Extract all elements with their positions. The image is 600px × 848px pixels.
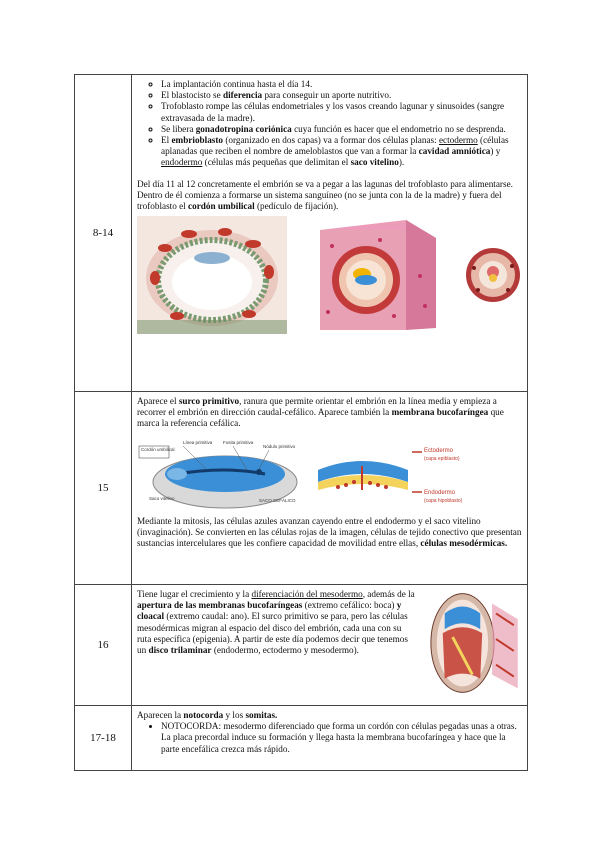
paragraph: Aparecen la notocorda y los somitas. — [137, 710, 278, 720]
content-cell — [132, 392, 527, 584]
germ-layers-illustration — [312, 436, 522, 510]
paragraph: Aparece el surco primitivo, ranura que permite orientar el embrión en la línea media y empieza a recorrer el embrión en dirección caudal-cefálico. Aparece también la membrana bucofaríngea que marca la referencia cefálica. — [137, 396, 504, 429]
paragraph: Mediante la mitosis, las células azules avanzan cayendo entre el endodermo y el saco vitelino (invaginación). Se convierten en las células rojas de la imagen, células de tejido conectivo que presentan sustancias intercelulares que les confiere capacidad de movilidad entre ellas, células mesodérmicas. — [137, 515, 522, 549]
table-row — [75, 584, 527, 705]
list-item: ◦ El blastocisto se diferencia para conseguir un aporte nutritivo. — [161, 90, 522, 101]
implantation-illustration — [137, 216, 287, 334]
list-item: • NOTOCORDA: mesodermo diferenciado que forma un cordón con células pegadas unas a otras. La placa precordal induce su formación y llega hasta la membrana bucofaríngea y hace que la parte encefálica crezca más rápido. — [161, 721, 522, 755]
day-cell: 17-18 — [75, 706, 132, 770]
figure-row — [137, 216, 522, 334]
bullet-list — [137, 721, 522, 755]
bullet-list — [137, 79, 522, 169]
content-cell — [132, 585, 527, 705]
day-cell: 8-14 — [75, 75, 132, 391]
content-cell — [132, 75, 527, 391]
list-item: ◦ El embrioblasto (organizado en dos capas) va a formar dos células planas: ectodermo (células aplanadas que reciben el nombre de ameloblastos que van a formar la cavidad amniótica) y endodermo (células más pequeñas que delimitan el saco vitelino). — [161, 135, 522, 169]
figure-label: Saco vitelino — [149, 495, 175, 501]
list-item: ◦ La implantación continua hasta el día 14. — [161, 79, 522, 90]
table-row — [75, 391, 527, 584]
trilaminar-disc-illustration — [423, 589, 522, 697]
content-cell — [132, 706, 527, 770]
table-row — [75, 75, 527, 391]
embryo-cross-section-illustration — [464, 246, 522, 304]
blastocyst-section-illustration — [310, 216, 442, 334]
paragraph: Tiene lugar el crecimiento y la diferenciación del mesodermo, además de la apertura de las membranas bucofaríngeas (extremo cefálico: boca) y cloacal (extremo caudal: ano). El surco primitivo se para, pero las células mesodérmicas migran al espacio del disco del embrión, cada una con su ruta específica (epigenia). A partir de este día podemos decir que tenemos un disco trilaminar (endodermo, ectodermo y mesodermo). — [137, 589, 415, 656]
figure-label: (capa hipoblasto) — [424, 497, 463, 504]
figure-label: SACO CEFÁLICO — [259, 497, 296, 503]
primitive-streak-illustration — [137, 436, 303, 510]
list-item: ◦ Trofoblasto rompe las células endometriales y los vasos creando lagunar y sinusoides (sangre extravasada de la madre). — [161, 101, 522, 123]
figure-row — [137, 436, 522, 510]
day-cell: 16 — [75, 585, 132, 705]
figure-label: (capa epiblasto) — [424, 455, 460, 462]
content-table — [74, 74, 528, 771]
figure-label: Línea primitiva — [183, 439, 213, 445]
day-cell: 15 — [75, 392, 132, 584]
figure-label: Ectodermo — [424, 447, 454, 454]
figure-label: Fosita primitiva — [223, 439, 254, 445]
paragraph: Del día 11 al 12 concretamente el embrión se va a pegar a las lagunas del trofoblasto para alimentarse. Dentro de él comienza a formarse un sistema sanguíneo (no se junta con la de la madre) y fuera del trofoblasto el cordón umbilical (pedículo de fijación). — [137, 178, 513, 212]
table-row — [75, 705, 527, 770]
figure-label: Nódulo primitivo — [263, 443, 296, 449]
figure-label: Endodermo — [424, 489, 456, 496]
list-item: ◦ Se libera gonadotropina coriónica cuya función es hacer que el endometrio no se desprenda. — [161, 124, 522, 135]
figure-label: Cordón umbilical — [141, 446, 175, 452]
